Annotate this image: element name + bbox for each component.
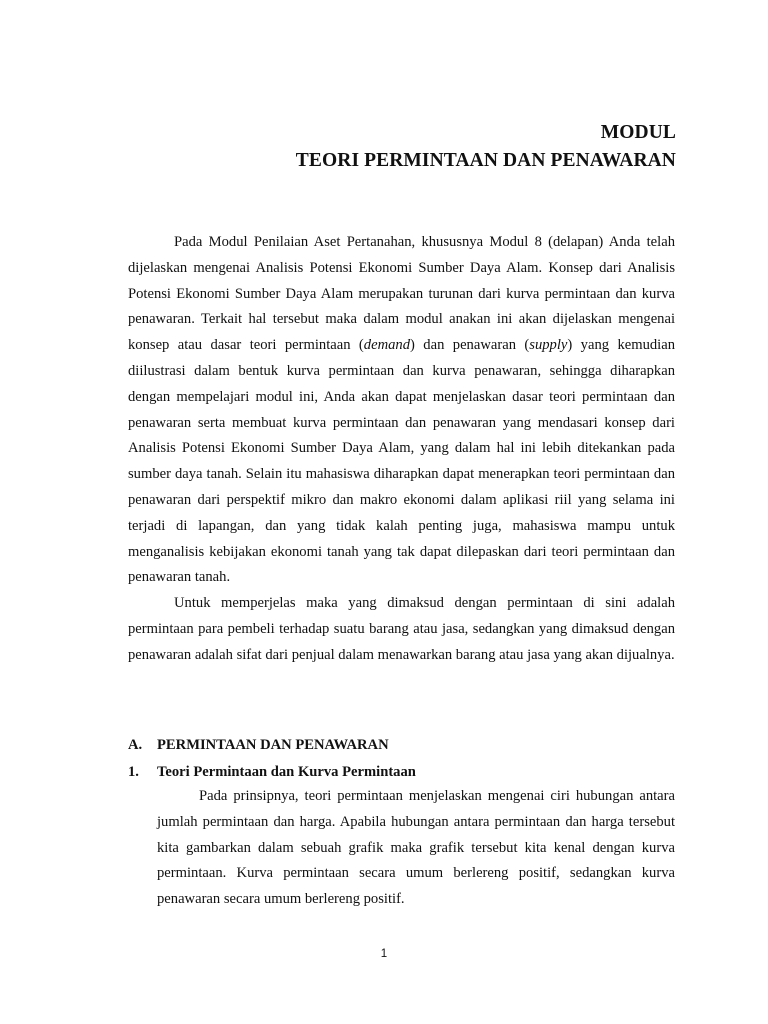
intro-text-part2: ) dan penawaran (: [410, 337, 530, 354]
document-title: [296, 119, 676, 175]
intro-text-part1: Pada Modul Penilaian Aset Pertanahan, khususnya Modul 8 (delapan) Anda telah dijelaskan mengenai Analisis Potensi Ekonomi Sumber Daya Alam. Konsep dari Analisis Potensi Ekonomi Sumber Daya Alam merupakan turunan dari kurva permintaan dan kurva penawaran. Terkait hal tersebut maka dalam modul anakan ini akan dijelaskan mengenai konsep atau dasar teori permintaan (: [128, 234, 675, 354]
section-a-heading: [128, 734, 389, 756]
section-1-number: 1.: [128, 764, 139, 780]
section-a-number: A.: [128, 737, 143, 753]
section-1-label: Teori Permintaan dan Kurva Permintaan: [157, 764, 416, 780]
title-line-topic: TEORI PERMINTAAN DAN PENAWARAN: [295, 150, 676, 171]
second-paragraph: Untuk memperjelas maka yang dimaksud dengan permintaan di sini adalah permintaan para pembeli terhadap suatu barang atau jasa, sedangkan yang dimaksud dengan penawaran adalah sifat dari penjual dalam menawarkan barang atau jasa yang akan dijualnya.: [128, 595, 675, 663]
section-1-body: [157, 784, 675, 913]
section-1-heading: [128, 761, 416, 783]
section-1-paragraph: Pada prinsipnya, teori permintaan menjelaskan mengenai ciri hubungan antara jumlah permintaan dan harga. Apabila hubungan antara permintaan dan harga tersebut kita gambarkan dalam sebuah grafik maka grafik tersebut kita kenal dengan kurva permintaan. Kurva permintaan secara umum berlereng positif, sedangkan kurva penawaran secara umum berlereng positif.: [157, 788, 675, 908]
page-number: 1: [380, 948, 388, 960]
title-line-modul: MODUL: [600, 122, 676, 143]
intro-text-part3: ) yang kemudian diilustrasi dalam bentuk kurva permintaan dan kurva penawaran, sehingga diharapkan dengan mempelajari modul ini, Anda akan dapat menjelaskan dasar teori permintaan dan penawaran serta membuat kurva permintaan dan penawaran yang mendasari konsep dari Analisis Potensi Ekonomi Sumber Daya Alam, yang dalam hal ini lebih ditekankan pada sumber daya tanah. Selain itu mahasiswa diharapkan dapat menerapkan teori permintaan dan penawaran dari perspektif mikro dan makro ekonomi dalam aplikasi riil yang selama ini terjadi di lapangan, dan yang tidak kalah penting juga, mahasiswa mampu untuk menganalisis kebijakan ekonomi tanah yang tak dapat dilepaskan dari teori permintaan dan penawaran tanah.: [128, 337, 676, 586]
intro-italic-demand: demand: [363, 337, 411, 354]
intro-paragraph: [128, 230, 675, 591]
intro-italic-supply: supply: [529, 337, 568, 354]
section-a-label: PERMINTAAN DAN PENAWARAN: [157, 737, 389, 753]
body-text: [128, 230, 675, 669]
